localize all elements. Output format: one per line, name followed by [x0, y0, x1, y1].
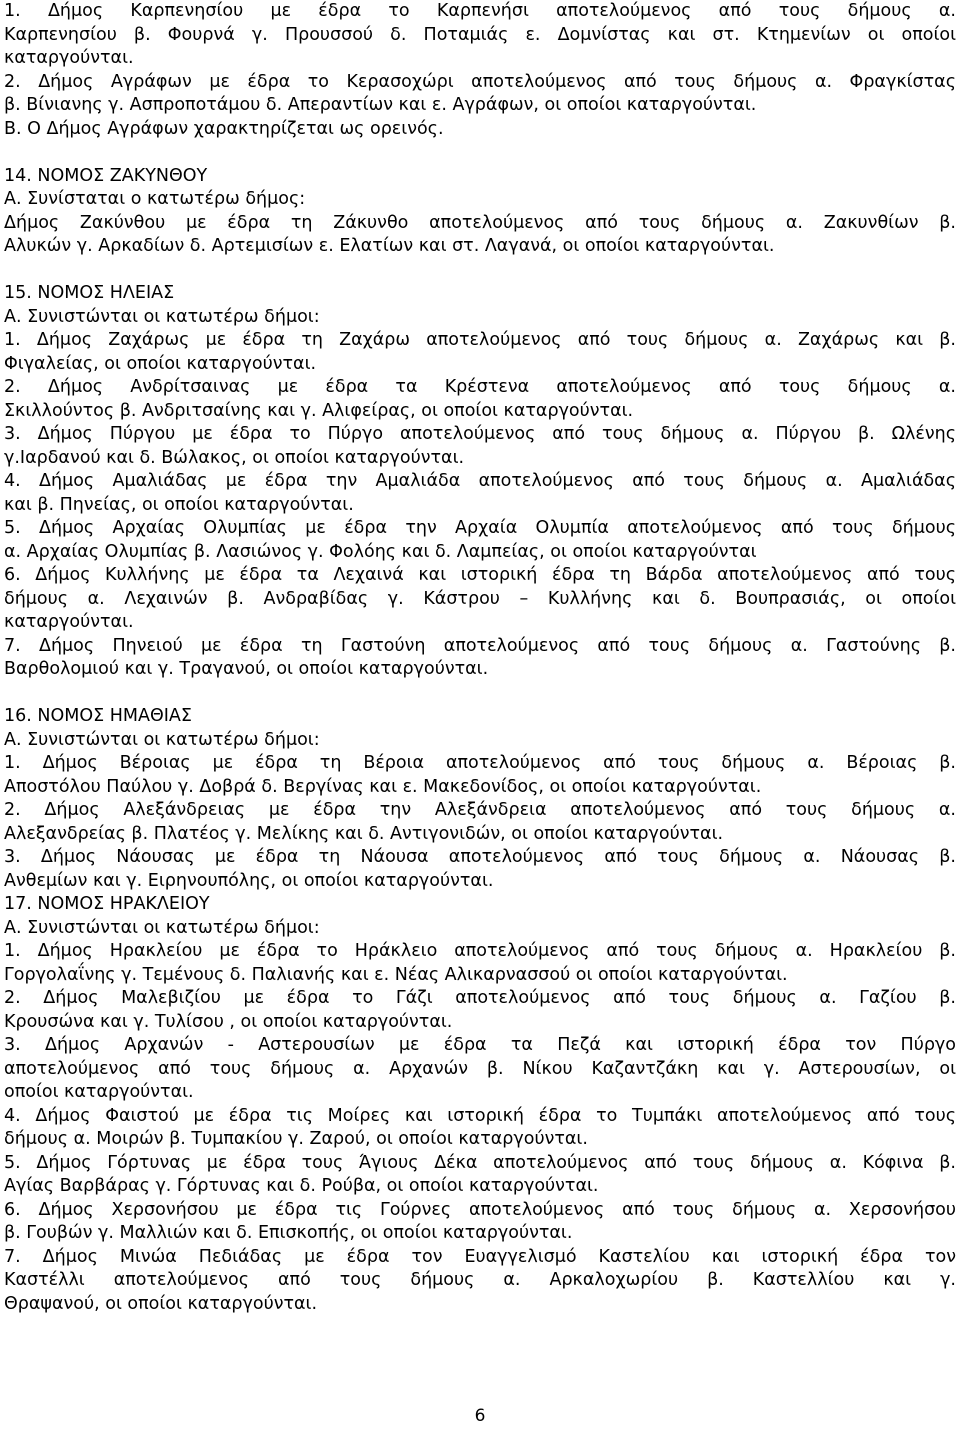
text-line: Α. Συνιστώνται οι κατωτέρω δήμοι: [4, 917, 320, 938]
text-line: Βαρθολομιού και γ. Τραγανού, οι οποίοι καταργούνται. [4, 659, 489, 679]
text-line: 3. Δήμος Νάουσας με έδρα τη Νάουσα αποτελούμενος από τους δήμους α. Νάουσας β. [4, 847, 956, 867]
text-line: αποτελούμενος από τους δήμους α. Αρχανών β. Νίκου Καζαντζάκη και γ. Αστερουσίων, οι [4, 1058, 956, 1079]
text-line: 15. ΝΟΜΟΣ ΗΛΕΙΑΣ [4, 283, 175, 303]
text-line: 5. Δήμος Αρχαίας Ολυμπίας με έδρα την Αρχαία Ολυμπία αποτελούμενος από τους δήμους [4, 518, 956, 538]
text-line: γ.Ιαρδανού και δ. Βώλακος, οι οποίοι καταργούνται. [4, 447, 465, 468]
text-line: Γοργολαΐνης γ. Τεμένους δ. Παλιανής και ε. Νέας Αλικαρνασσού οι οποίοι καταργούνται. [4, 964, 788, 985]
text-line: Δήμος Ζακύνθου με έδρα τη Ζάκυνθο αποτελούμενος από τους δήμους α. Ζακυνθίων β. [4, 212, 956, 233]
text-line: οποίοι καταργούνται. [4, 1082, 194, 1102]
text-line: δήμους α. Μοιρών β. Τυμπακίου γ. Ζαρού, οι οποίοι καταργούνται. [4, 1129, 588, 1149]
text-line: Α. Συνίσταται ο κατωτέρω δήμος: [4, 189, 306, 209]
text-line: 14. ΝΟΜΟΣ ΖΑΚΥΝΘΟΥ [4, 165, 208, 186]
text-line: α. Αρχαίας Ολυμπίας β. Λασιώνος γ. Φολόης και δ. Λαμπείας, οι οποίοι καταργούνται [4, 541, 757, 562]
text-line: 4. Δήμος Αμαλιάδας με έδρα την Αμαλιάδα αποτελούμενος από τους δήμους α. Αμαλιάδας [4, 471, 956, 491]
text-line: 7. Δήμος Μινώα Πεδιάδας με έδρα τον Ευαγγελισμό Καστελίου και ιστορική έδρα τον [4, 1246, 956, 1267]
text-line: Αγίας Βαρβάρας γ. Γόρτυνας και δ. Ρούβα, οι οποίοι καταργούνται. [4, 1176, 599, 1196]
text-line: 6. Δήμος Χερσονήσου με έδρα τις Γούρνες αποτελούμενος από τους δήμους α. Χερσονήσου [4, 1199, 956, 1220]
text-line: 2. Δήμος Μαλεβιζίου με έδρα το Γάζι αποτελούμενος από τους δήμους α. Γαζίου β. [4, 988, 956, 1008]
text-line: 7. Δήμος Πηνειού με έδρα τη Γαστούνη αποτελούμενος από τους δήμους α. Γαστούνης β. [4, 635, 956, 656]
text-line: 2. Δήμος Ανδρίτσαινας με έδρα τα Κρέστενα αποτελούμενος από τους δήμους α. [4, 377, 956, 397]
text-line: β. Γουβών γ. Μαλλιών και δ. Επισκοπής, οι οποίοι καταργούνται. [4, 1223, 573, 1243]
text-line: Σκιλλούντος β. Ανδριτσαίνης και γ. Αλιφείρας, οι οποίοι καταργούνται. [4, 400, 634, 421]
text-line: Ανθεμίων και γ. Ειρηνουπόλης, οι οποίοι καταργούνται. [4, 870, 494, 891]
page-number: 6 [474, 1406, 486, 1426]
text-line: Θραψανού, οι οποίοι καταργούνται. [4, 1293, 318, 1314]
text-line: Αλυκών γ. Αρκαδίων δ. Αρτεμισίων ε. Ελατίων και στ. Λαγανά, οι οποίοι καταργούνται. [4, 236, 775, 256]
text-line: Κρουσώνα και γ. Τυλίσου , οι οποίοι καταργούνται. [4, 1011, 453, 1032]
text-line: 1. Δήμος Ζαχάρως με έδρα τη Ζαχάρω αποτελούμενος από τους δήμους α. Ζαχάρως και β. [4, 330, 956, 350]
text-line: Καστέλλι αποτελούμενος από τους δήμους α. Αρκαλοχωρίου β. Καστελλίου και γ. [4, 1270, 956, 1290]
text-line: 6. Δήμος Κυλλήνης με έδρα τα Λεχαινά και ιστορική έδρα τη Βάρδα αποτελούμενος από τους [4, 565, 956, 585]
text-line: 1. Δήμος Ηρακλείου με έδρα το Ηράκλειο αποτελούμενος από τους δήμους α. Ηρακλείου β. [4, 941, 956, 961]
blank-line [4, 141, 956, 165]
text-line: καταργούνται. [4, 612, 134, 632]
text-line: καταργούνται. [4, 48, 134, 68]
text-line: και β. Πηνείας, οι οποίοι καταργούνται. [4, 494, 354, 515]
text-line: δήμους α. Λεχαινών β. Ανδραβίδας γ. Κάστρου – Κυλλήνης και δ. Βουπρασιάς, οι οποίοι [4, 588, 956, 609]
text-line: β. Βίνιανης γ. Ασπροποτάμου δ. Απεραντίων και ε. Αγράφων, οι οποίοι καταργούνται. [4, 95, 757, 115]
text-line: 3. Δήμος Πύργου με έδρα το Πύργο αποτελούμενος από τους δήμους α. Πύργου β. Ωλένης [4, 424, 956, 444]
text-line: Αποστόλου Παύλου γ. Δοβρά δ. Βεργίνας και ε. Μακεδονίδος, οι οποίοι καταργούνται. [4, 776, 762, 797]
text-line: Φιγαλείας, οι οποίοι καταργούνται. [4, 353, 317, 374]
text-line: 2. Δήμος Αγράφων με έδρα το Κερασοχώρι αποτελούμενος από τους δήμους α. Φραγκίστας [4, 71, 956, 92]
text-line: 1. Δήμος Βέροιας με έδρα τη Βέροια αποτελούμενος από τους δήμους α. Βέροιας β. [4, 753, 956, 773]
text-line: Καρπενησίου β. Φουρνά γ. Προυσσού δ. Ποταμιάς ε. Δομνίστας και στ. Κτημενίων οι οποίοι [4, 24, 956, 45]
text-line: 5. Δήμος Γόρτυνας με έδρα τους Άγιους Δέκα αποτελούμενος από τους δήμους α. Κόφινα β. [4, 1152, 956, 1173]
document-body [4, 0, 956, 1316]
text-line: 16. ΝΟΜΟΣ ΗΜΑΘΙΑΣ [4, 706, 192, 726]
text-line: 2. Δήμος Αλεξάνδρειας με έδρα την Αλεξάνδρεια αποτελούμενος από τους δήμους α. [4, 800, 956, 820]
blank-line [4, 682, 956, 706]
text-line: 4. Δήμος Φαιστού με έδρα τις Μοίρες και ιστορική έδρα το Τυμπάκι αποτελούμενος από τους [4, 1105, 956, 1126]
text-line: 17. ΝΟΜΟΣ ΗΡΑΚΛΕΙΟΥ [4, 894, 210, 914]
text-line: Α. Συνιστώνται οι κατωτέρω δήμοι: [4, 729, 320, 750]
text-line: Α. Συνιστώνται οι κατωτέρω δήμοι: [4, 306, 320, 327]
text-line: Αλεξανδρείας β. Πλατέος γ. Μελίκης και δ. Αντιγονιδών, οι οποίοι καταργούνται. [4, 823, 724, 844]
text-line: 3. Δήμος Αρχανών - Αστερουσίων με έδρα τα Πεζά και ιστορική έδρα τον Πύργο [4, 1035, 956, 1055]
text-line: Β. Ο Δήμος Αγράφων χαρακτηρίζεται ως ορεινός. [4, 118, 444, 139]
text-line: 1. Δήμος Καρπενησίου με έδρα το Καρπενήσι αποτελούμενος από τους δήμους α. [4, 1, 956, 21]
blank-line [4, 259, 956, 283]
